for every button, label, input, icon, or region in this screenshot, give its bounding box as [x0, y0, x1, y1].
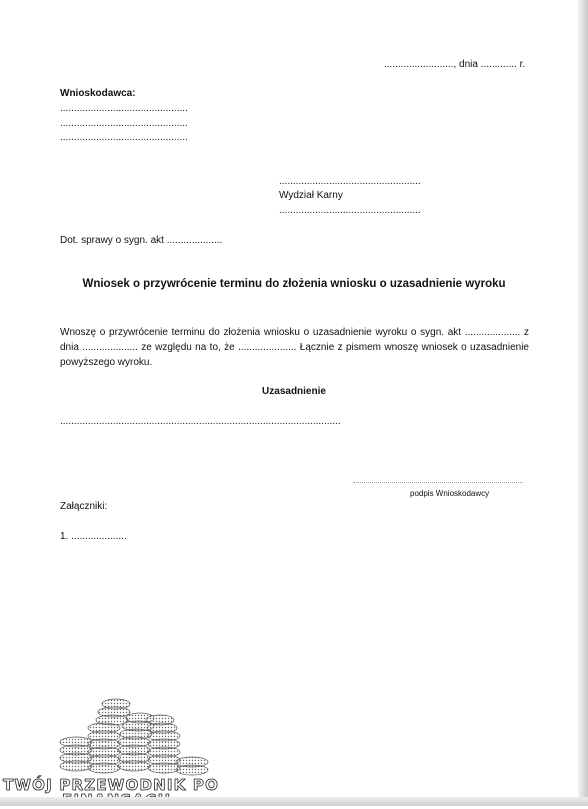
applicant-heading: Wnioskodawca: [60, 88, 136, 99]
court-line-bottom: ................................................... [279, 205, 421, 216]
signature-label: podpis Wnioskodawcy [410, 489, 490, 498]
applicant-line-2: .............................................. [60, 118, 188, 129]
court-line-top: ................................................... [279, 176, 421, 187]
attachments-heading: Załączniki: [60, 501, 108, 512]
justification-heading: Uzasadnienie [262, 386, 326, 397]
page-shadow-bottom [0, 797, 588, 806]
document-title: Wniosek o przywrócenie terminu do złożenia wniosku o uzasadnienie wyroku [82, 278, 506, 290]
attachment-item-1: 1. .................... [60, 531, 127, 542]
watermark-line-1: TWÓJ PRZEWODNIK PO [3, 776, 220, 794]
coin-stacks-icon [56, 690, 216, 780]
place-date-line: ........................., dnia ............. r. [384, 59, 526, 70]
page-shadow-right [578, 0, 588, 806]
justification-line: ..................................................................................................... [60, 416, 341, 427]
court-name: Wydział Karny [279, 190, 343, 201]
body-paragraph: Wnoszę o przywrócenie terminu do złożenia wniosku o uzasadnienie wyroku o sygn. akt .................... z dnia .................... ze względu na to, że ..................... Łącznie z pismem wnoszę wniosek o uzasadnienie powyższego wyroku. [60, 327, 529, 368]
applicant-line-3: .............................................. [60, 132, 188, 143]
signature-line [353, 482, 523, 483]
applicant-line-1: .............................................. [60, 103, 188, 114]
case-reference: Dot. sprawy o sygn. akt .................... [60, 235, 223, 246]
